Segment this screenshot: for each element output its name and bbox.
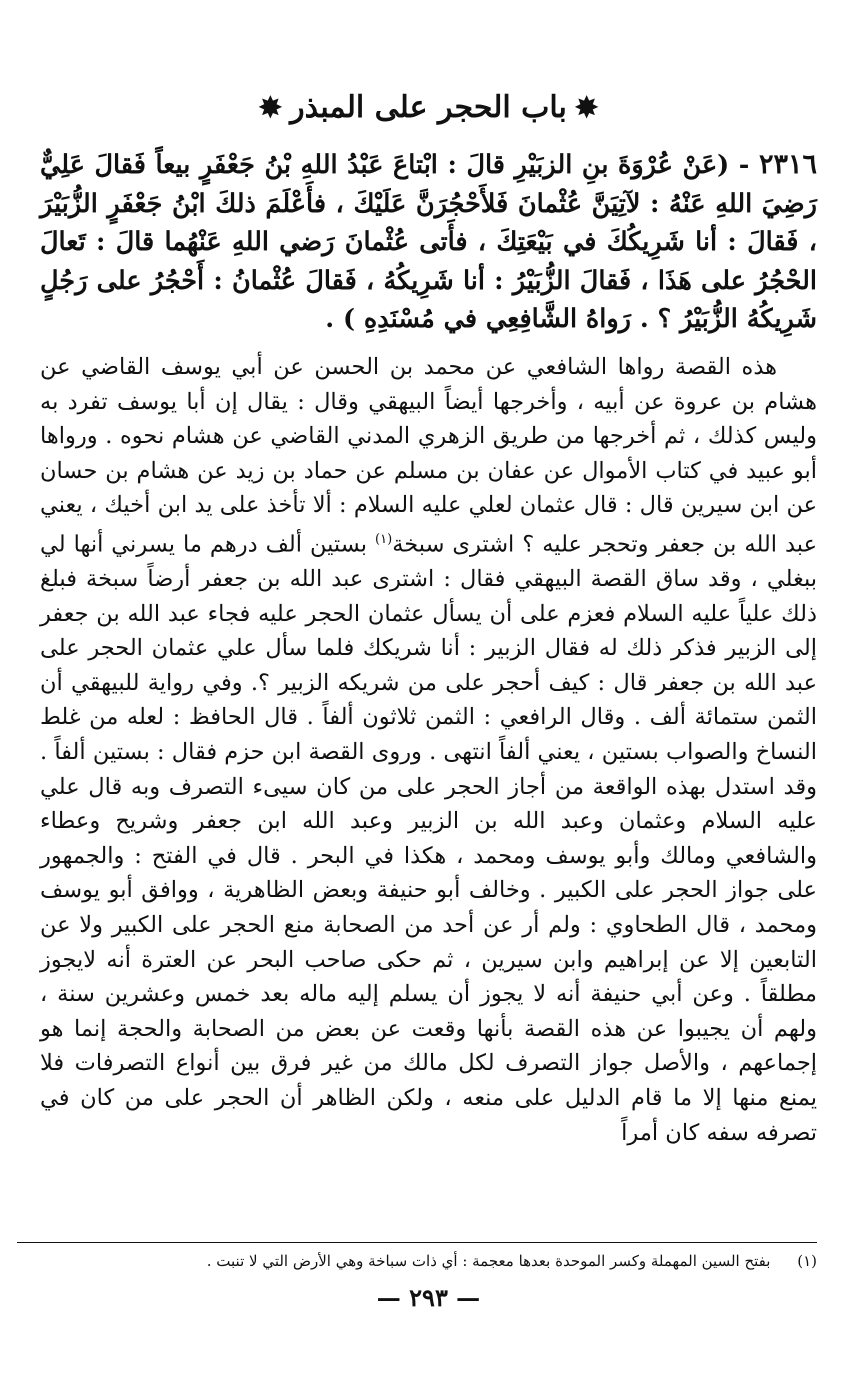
- footnote-reference: (١): [375, 531, 393, 547]
- footnote-number: (١): [797, 1252, 817, 1270]
- hadith-block: [40, 146, 817, 339]
- footnote: [40, 1250, 817, 1272]
- book-page: [40, 0, 817, 1379]
- commentary-text-part-1: هذه القصة رواها الشافعي عن محمد بن الحسن عن أبي يوسف القاضي عن هشام بن عروة عن أبيه ، وأخرجها أيضاً البيهقي وقال : يقال إن أبا يوسف تفرد به وليس كذلك ، ثم أخرجها من طريق الزهري المدني القاضي عن هشام نحوه . ورواها أبو عبيد في كتاب الأموال عن عفان بن مسلم عن حماد بن زيد عن هشام بن حسان عن ابن سيرين قال : قال عثمان لعلي عليه السلام : ألا تأخذ على يد ابن أخيك ، يعني عبد الله بن جعفر وتحجر عليه ؟ اشترى سبخة: [40, 354, 818, 558]
- page-number: — ٢٩٣ —: [376, 1283, 481, 1312]
- star-ornament-icon: ✸: [574, 91, 599, 124]
- hadith-text: - (عَنْ عُرْوَةَ بنِ الزبَيْرِ قالَ : ابْتاعَ عَبْدُ اللهِ بْنُ جَعْفَرٍ بيعاً فَقالَ عَلِيٌّ رَضِيَ اللهِ عَنْهُ : لآتِيَنَّ عُثْمانَ فَلأَحْجُرَنَّ عَلَيْكَ ، فأَعْلَمَ ذلكَ ابْنُ جَعْفَرٍ الزُّبَيْرَ ، فَقالَ : أنا شَرِيكُكَ في بَيْعَتِكَ ، فأَتى عُثْمانَ رَضي اللهِ عَنْهُما قالَ : تَعالَ الحْجُرُ على هَذَا ، فَقالَ الزُّبَيْرُ : أنا شَرِيكُهُ ، فَقالَ عُثْمانُ : أَحْجُرُ على رَجُلٍ شَرِيكُهُ الزُّبَيْرُ ؟ . رَواهُ الشَّافِعِي في مُسْنَدِهِ ) .: [40, 150, 817, 334]
- footnote-text: بفتح السين المهملة وكسر الموحدة بعدها معجمة : أي ذات سباخة وهي الأرض التي لا تنبت .: [206, 1252, 771, 1270]
- star-ornament-icon: ✸: [258, 91, 283, 124]
- commentary-text-part-2: بستين ألف درهم ما يسرني أنها لي ببغلي ، وقد ساق القصة البيهقي فقال : اشترى عبد الله بن جعفر أرضاً سبخة فبلغ ذلك علياً عليه السلام فعزم على أن يسأل عثمان الحجر عليه فجاء عبد الله بن جعفر إلى الزبير فذكر ذلك له فقال الزبير : أنا شريكك فلما سأل علي عثمان الحجر على عبد الله بن جعفر قال : كيف أحجر على من شريكه الزبير ؟. وفي رواية للبيهقي أن الثمن ستمائة ألف . وقال الرافعي : الثمن ثلاثون ألفاً . قال الحافظ : لعله من غلط النساخ والصواب بستين ، يعني ألفاً انتهى . وروى القصة ابن حزم فقال : بستين ألفاً . وقد استدل بهذه الواقعة من أجاز الحجر على من كان سيىء التصرف وبه قال علي عليه السلام وعثمان وعبد الله بن الزبير وعبد الله ابن جعفر وشريح وعطاء والشافعي ومالك وأبو يوسف ومحمد ، هكذا في البحر . قال في الفتح : والجمهور على جواز الحجر على الكبير . وخالف أبو حنيفة وبعض الظاهرية ، ووافق أبو يوسف ومحمد ، قال الطحاوي : ولم أر عن أحد من الصحابة منع الحجر على الكبير ولا عن التابعين إلا عن إبراهيم وابن سيرين ، ثم حكى صاحب البحر عن العترة أنه لايجوز مطلقاً . وعن أبي حنيفة أنه لا يجوز أن يسلم إليه ماله بعد خمس وعشرين سنة ، ولهم أن يجيبوا عن هذه القصة بأنها وقعت عن بعض من الصحابة والحجة إنما هو إجماعهم ، والأصل جواز التصرف لكل مالك من غير فرق بين أنواع التصرفات فلا يمنع منها إلا ما قام الدليل على منعه ، ولكن الظاهر أن الحجر على من كان في تصرفه سفه كان أمراً: [40, 531, 817, 1146]
- chapter-heading: [40, 86, 817, 130]
- commentary-paragraph: [40, 350, 817, 1150]
- footnote-divider: [17, 1242, 817, 1243]
- hadith-number: ٢٣١٦: [758, 149, 817, 180]
- chapter-title-text: باب الحجر على المبذر: [290, 90, 567, 125]
